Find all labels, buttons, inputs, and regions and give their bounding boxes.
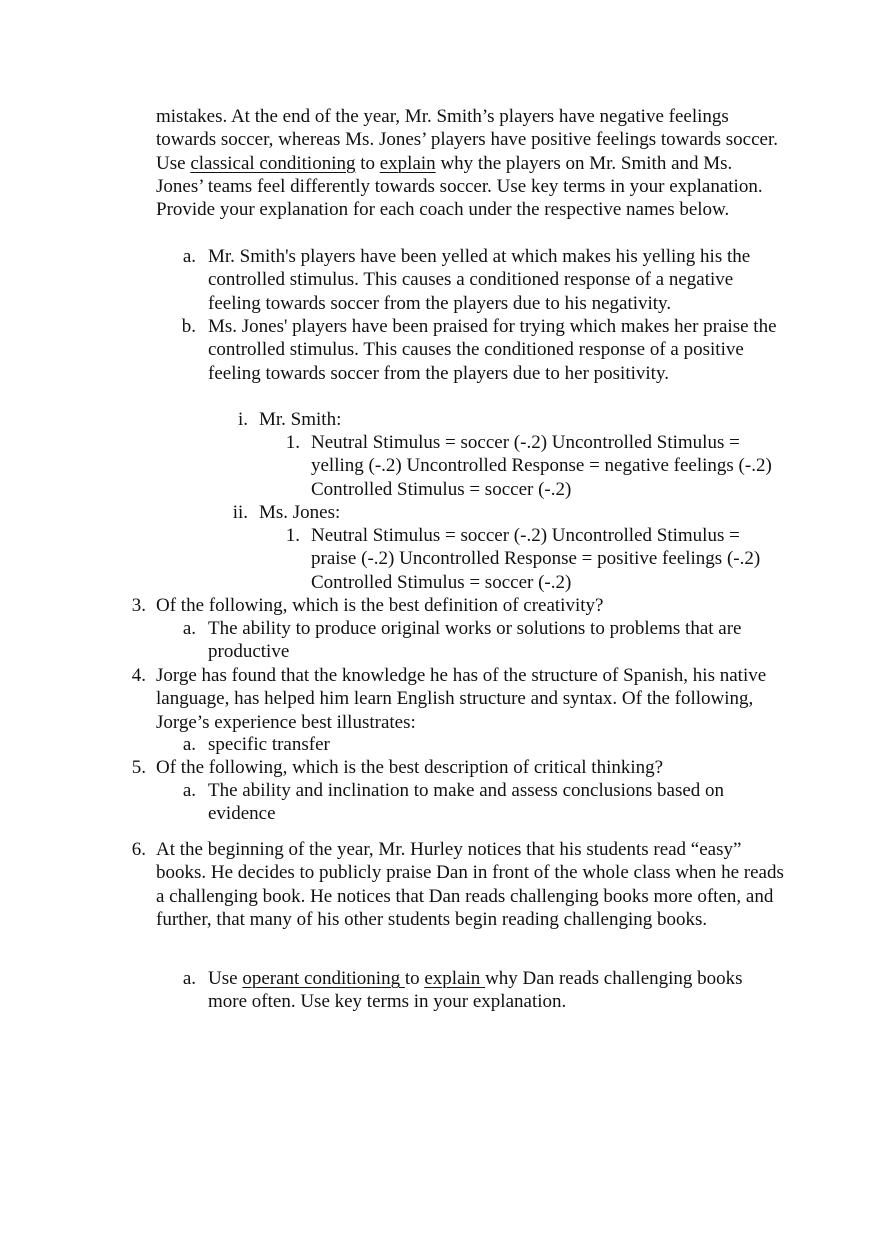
coach-jones-label: Ms. Jones: bbox=[259, 502, 341, 523]
question-number: 3. bbox=[131, 595, 146, 616]
list-marker: i. bbox=[237, 409, 248, 430]
question-2-prompt bbox=[156, 105, 781, 221]
list-marker: a. bbox=[182, 734, 196, 755]
question-number: 4. bbox=[131, 665, 146, 686]
list-marker: a. bbox=[182, 780, 196, 801]
list-marker: ii. bbox=[232, 502, 248, 523]
underlined-term: operant conditioning bbox=[242, 968, 401, 989]
underlined-term: explain bbox=[424, 968, 481, 989]
prompt-text: to bbox=[355, 152, 380, 174]
prompt-text: mistakes. At the end of the year, Mr. Smith’s players have negative feelings towards soccer, whereas Ms. Jones’ players have positive feelings towards soccer. Use bbox=[156, 106, 778, 174]
question-3-answer: The ability to produce original works or solutions to problems that are productive bbox=[208, 618, 742, 663]
prompt-text: why Dan reads challenging books more often. Use key terms in your explanation. bbox=[208, 968, 743, 1013]
list-marker: a. bbox=[182, 968, 196, 989]
underlined-term: classical conditioning bbox=[190, 152, 356, 174]
question-4-text: Jorge has found that the knowledge he has of the structure of Spanish, his native language, has helped him learn English structure and syntax. Of the following, Jorge’s experience best illustrates: bbox=[156, 665, 767, 733]
question-3-text: Of the following, which is the best definition of creativity? bbox=[156, 595, 604, 616]
list-marker: a. bbox=[182, 246, 196, 267]
list-marker: 1. bbox=[285, 432, 300, 453]
answer-a-text: Mr. Smith's players have been yelled at which makes his yelling his the controlled stimulus. This causes a conditioned response of a negative feeling towards soccer from the players due to his negativity. bbox=[208, 246, 751, 314]
coach-jones-detail: Neutral Stimulus = soccer (-.2) Uncontrolled Stimulus = praise (-.2) Uncontrolled Response = positive feelings (-.2) Controlled Stimulus = soccer (-.2) bbox=[311, 525, 761, 593]
list-marker: b. bbox=[181, 316, 196, 337]
question-number: 5. bbox=[131, 757, 146, 778]
coach-smith-label: Mr. Smith: bbox=[259, 409, 342, 430]
list-marker: 1. bbox=[285, 525, 300, 546]
question-5-text: Of the following, which is the best description of critical thinking? bbox=[156, 757, 664, 778]
question-5-answer: The ability and inclination to make and assess conclusions based on evidence bbox=[208, 780, 725, 825]
question-number: 6. bbox=[131, 839, 146, 860]
prompt-text: Use bbox=[208, 968, 243, 989]
prompt-text: to bbox=[404, 968, 425, 989]
question-6-text: At the beginning of the year, Mr. Hurley notices that his students read “easy” books. He decides to publicly praise Dan in front of the whole class when he reads a challenging book. He notices that Dan reads challenging books more often, and further, that many of his other students begin reading challenging books. bbox=[156, 839, 784, 930]
question-6-prompt bbox=[208, 967, 783, 1014]
list-marker: a. bbox=[182, 618, 196, 639]
coach-smith-detail: Neutral Stimulus = soccer (-.2) Uncontrolled Stimulus = yelling (-.2) Uncontrolled Response = negative feelings (-.2) Controlled Stimulus = soccer (-.2) bbox=[311, 432, 772, 500]
question-4-answer: specific transfer bbox=[208, 734, 330, 755]
underlined-term: explain bbox=[379, 152, 436, 174]
answer-b-text: Ms. Jones' players have been praised for trying which makes her praise the controlled stimulus. This causes the conditioned response of a positive feeling towards soccer from the players due to her positivity. bbox=[208, 316, 777, 384]
prompt-text: why the players on Mr. Smith and Ms. Jones’ teams feel differently towards soccer. Use key terms in your explanation. Provide your explanation for each coach under the respective names below. bbox=[156, 152, 763, 221]
